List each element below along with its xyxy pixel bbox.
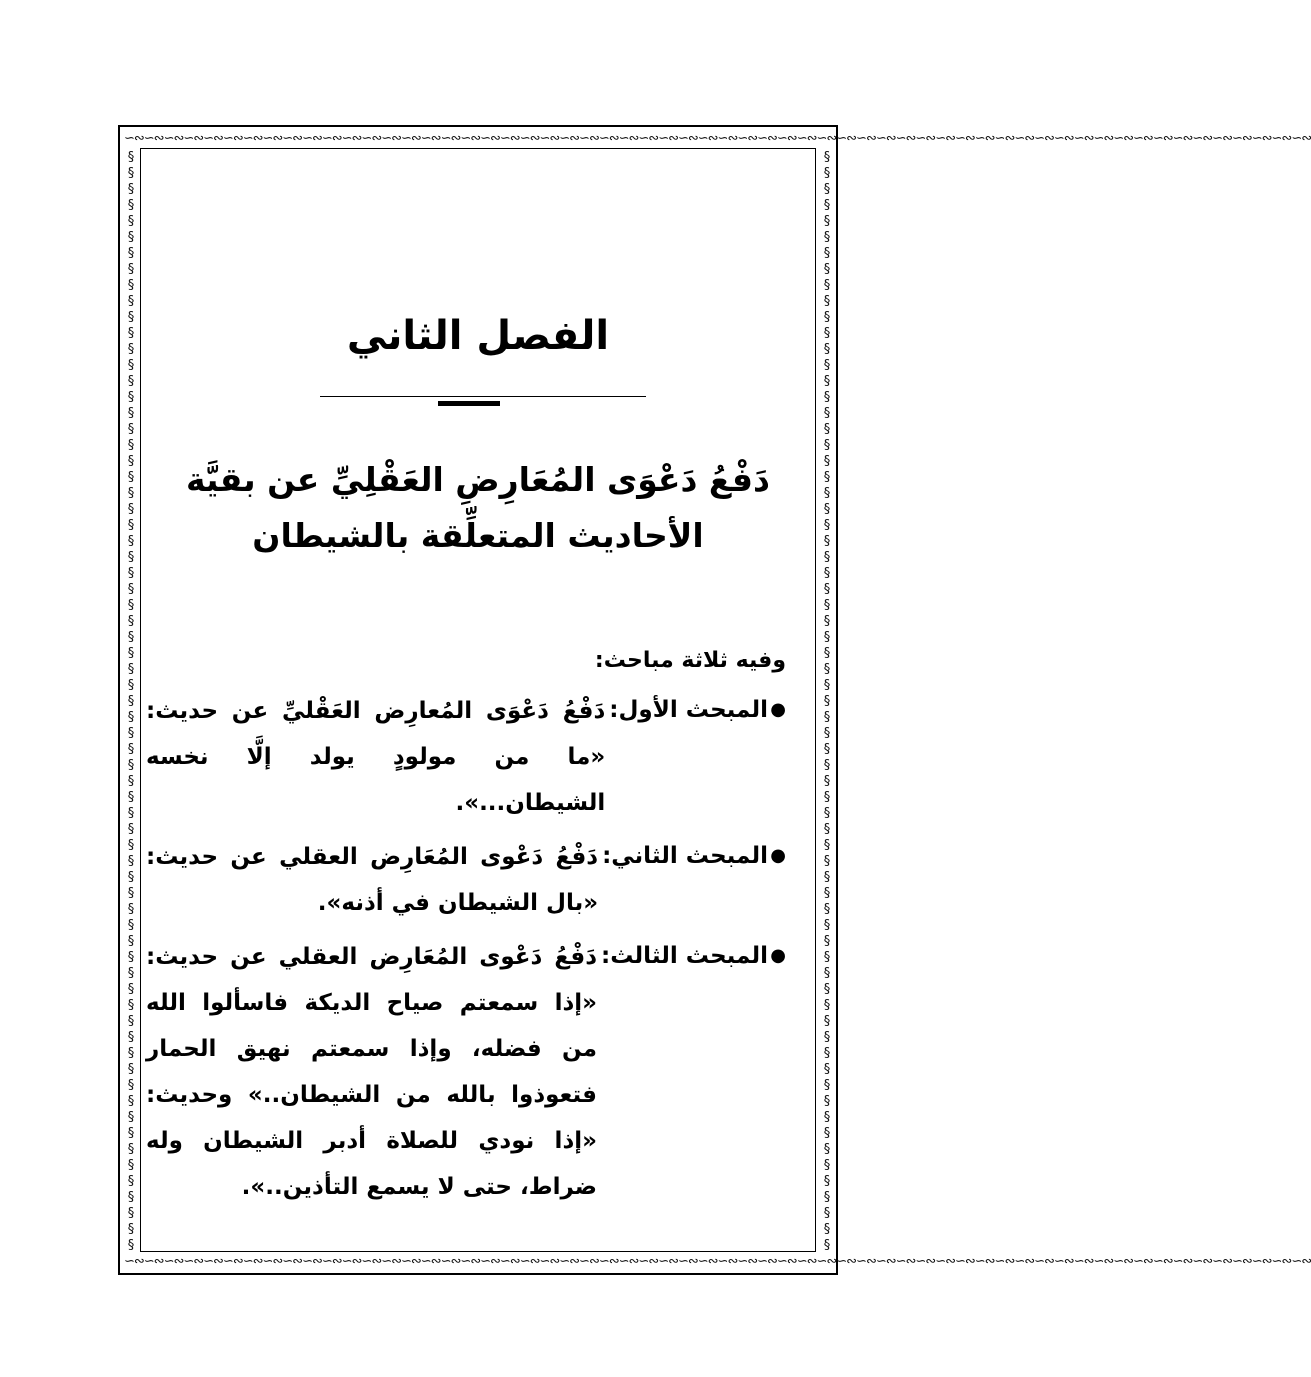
ornament-glyph: §: [127, 1014, 135, 1029]
ornament-glyph: §: [127, 166, 135, 181]
ornament-glyph: §: [823, 1126, 831, 1141]
ornament-glyph: §: [823, 1014, 831, 1029]
page-content: [146, 150, 806, 1246]
ornament-glyph: §: [127, 1078, 135, 1093]
ornament-glyph: §: [823, 854, 831, 869]
chapter-subtitle: [150, 452, 806, 564]
ornament-glyph: §: [823, 966, 831, 981]
ornament-glyph: §: [823, 454, 831, 469]
ornament-glyph: §: [823, 726, 831, 741]
ornament-glyph: §: [823, 358, 831, 373]
ornament-glyph: §: [127, 150, 135, 165]
ornament-glyph: §: [127, 678, 135, 693]
ornament-glyph: §: [823, 614, 831, 629]
ornament-glyph: §: [127, 358, 135, 373]
ornament-glyph: §: [823, 678, 831, 693]
ornament-glyph: §: [823, 198, 831, 213]
ornament-glyph: §: [823, 982, 831, 997]
ornament-glyph: §: [127, 854, 135, 869]
ornament-glyph: §: [823, 934, 831, 949]
ornament-glyph: §: [823, 1206, 831, 1221]
ornament-glyph: §: [823, 406, 831, 421]
sections-intro: وفيه ثلاثة مباحث:: [594, 648, 786, 673]
ornament-glyph: §: [127, 486, 135, 501]
ornament-glyph: §: [823, 518, 831, 533]
ornament-glyph: §: [127, 406, 135, 421]
ornament-glyph: §: [127, 422, 135, 437]
ornamental-border-left: [122, 150, 140, 1253]
ornament-glyph: §: [823, 774, 831, 789]
title-divider-thin: [320, 396, 646, 397]
title-divider-thick: [438, 401, 500, 406]
ornament-glyph: §: [127, 838, 135, 853]
ornament-glyph: §: [127, 614, 135, 629]
ornament-glyph: §: [823, 1078, 831, 1093]
ornament-glyph: §: [823, 598, 831, 613]
ornament-glyph: §: [823, 870, 831, 885]
ornament-glyph: §: [823, 182, 831, 197]
ornament-glyph: §: [127, 1094, 135, 1109]
ornament-glyph: §: [823, 390, 831, 405]
ornament-glyph: §: [823, 1174, 831, 1189]
ornament-glyph: §: [823, 374, 831, 389]
ornament-glyph: §: [127, 694, 135, 709]
ornament-glyph: §: [823, 486, 831, 501]
ornament-glyph: §: [823, 1030, 831, 1045]
ornament-glyph: §: [823, 1158, 831, 1173]
section-text: دَفْعُ دَعْوى المُعَارِض العقلي عن حديث: «إذا سمعتم صياح الديكة فاسألوا الله من فضله، وإذا سمعتم نهيق الحمار فتعوذوا بالله من الشيطان..» وحديث: «إذا نودي للصلاة أدبر الشيطان وله ضراط، حتى لا يسمع التأذين..».: [146, 944, 597, 1200]
ornament-glyph: §: [127, 966, 135, 981]
ornament-glyph: §: [823, 150, 831, 165]
ornament-glyph: §: [823, 230, 831, 245]
ornament-glyph: §: [127, 1030, 135, 1045]
ornament-glyph: §: [127, 342, 135, 357]
ornament-glyph: §: [127, 294, 135, 309]
ornament-glyph: §: [823, 1094, 831, 1109]
ornament-glyph: §: [127, 246, 135, 261]
ornament-glyph: §: [127, 1206, 135, 1221]
ornament-glyph: §: [127, 598, 135, 613]
ornament-glyph: §: [823, 758, 831, 773]
ornament-glyph: §: [127, 646, 135, 661]
section-item: [146, 834, 786, 926]
section-label: المبحث الثاني:: [602, 843, 768, 869]
ornament-glyph: §: [127, 726, 135, 741]
ornament-glyph: §: [823, 1142, 831, 1157]
ornament-glyph: §: [127, 1046, 135, 1061]
ornament-glyph: §: [823, 1046, 831, 1061]
ornament-glyph: §: [127, 822, 135, 837]
ornament-glyph: §: [823, 806, 831, 821]
ornament-glyph: §: [127, 982, 135, 997]
section-item: [146, 934, 786, 1210]
ornament-glyph: §: [127, 902, 135, 917]
ornament-glyph: §: [127, 758, 135, 773]
ornament-glyph: §: [127, 662, 135, 677]
ornament-glyph: §: [823, 310, 831, 325]
ornament-glyph: §: [823, 566, 831, 581]
ornament-glyph: §: [127, 326, 135, 341]
ornament-glyph: §: [127, 502, 135, 517]
ornament-glyph: §: [127, 886, 135, 901]
ornament-glyph: §: [823, 550, 831, 565]
ornament-glyph: §: [127, 278, 135, 293]
bullet-icon: ●: [770, 845, 786, 866]
ornament-glyph: §: [127, 998, 135, 1013]
ornament-glyph: §: [823, 214, 831, 229]
ornament-glyph: §: [823, 166, 831, 181]
ornament-glyph: §: [127, 262, 135, 277]
chapter-title: الفصل الثاني: [346, 313, 610, 359]
ornament-glyph: §: [823, 1110, 831, 1125]
ornament-glyph: §: [127, 934, 135, 949]
ornament-glyph: §: [127, 198, 135, 213]
ornament-glyph: §: [127, 1142, 135, 1157]
bullet-icon: ●: [770, 945, 786, 966]
ornament-glyph: §: [823, 438, 831, 453]
ornament-glyph: §: [127, 1174, 135, 1189]
ornament-glyph: §: [127, 374, 135, 389]
section-text: دَفْعُ دَعْوى المُعَارِض العقلي عن حديث: «بال الشيطان في أذنه».: [146, 844, 599, 916]
ornament-glyph: §: [823, 534, 831, 549]
ornament-glyph: §: [823, 918, 831, 933]
ornament-glyph: §: [823, 422, 831, 437]
ornament-glyph: §: [127, 534, 135, 549]
ornament-glyph: §: [127, 438, 135, 453]
ornament-glyph: §: [127, 1062, 135, 1077]
ornament-glyph: §: [127, 742, 135, 757]
ornament-glyph: §: [823, 326, 831, 341]
ornament-glyph: §: [823, 886, 831, 901]
ornament-glyph: §: [823, 662, 831, 677]
ornament-glyph: §: [127, 566, 135, 581]
ornament-glyph: §: [127, 1110, 135, 1125]
ornament-glyph: §: [127, 550, 135, 565]
ornament-glyph: §: [127, 918, 135, 933]
ornament-glyph: §: [823, 822, 831, 837]
ornament-glyph: §: [127, 214, 135, 229]
ornament-glyph: §: [127, 390, 135, 405]
ornament-glyph: §: [127, 470, 135, 485]
subtitle-line-1: دَفْعُ دَعْوَى المُعَارِضِ العَقْلِيِّ عن بقيَّة: [186, 460, 770, 499]
ornament-glyph: §: [127, 1126, 135, 1141]
ornament-glyph: §: [127, 182, 135, 197]
ornament-glyph: §: [823, 470, 831, 485]
ornament-glyph: §: [127, 310, 135, 325]
ornament-glyph: §: [823, 790, 831, 805]
ornamental-border-bottom: ∽∾∽∾∽∾∽∾∽∾∽∾∽∾∽∾∽∾∽∾∽∾∽∾∽∾∽∾∽∾∽∾∽∾∽∾∽∾∽∾∽∾∽∾∽∾∽∾∽∾∽∾∽∾∽∾∽∾∽∾∽∾∽∾∽∾∽∾∽∾∽∾∽∾∽∾∽∾∽∾∽∾∽∾∽∾∽∾∽∾∽∾∽∾∽∾∽∾∽∾∽∾∽∾∽∾∽∾∽∾∽∾∽∾∽∾∽∾∽∾: [124, 1254, 1311, 1269]
ornament-glyph: §: [127, 710, 135, 725]
ornament-glyph: §: [823, 246, 831, 261]
ornament-glyph: §: [127, 806, 135, 821]
ornament-glyph: §: [823, 1238, 831, 1253]
subtitle-line-2: الأحاديث المتعلِّقة بالشيطان: [252, 516, 704, 555]
ornament-glyph: §: [823, 710, 831, 725]
ornament-glyph: §: [127, 790, 135, 805]
ornament-glyph: §: [127, 518, 135, 533]
ornament-glyph: §: [127, 1222, 135, 1237]
ornament-glyph: §: [823, 742, 831, 757]
ornament-glyph: §: [823, 694, 831, 709]
ornament-glyph: §: [127, 230, 135, 245]
bullet-icon: ●: [770, 699, 786, 720]
section-label: المبحث الثالث:: [601, 943, 768, 969]
ornament-glyph: §: [823, 646, 831, 661]
ornament-glyph: §: [127, 582, 135, 597]
ornament-glyph: §: [127, 1190, 135, 1205]
section-list: [146, 688, 786, 1218]
ornament-glyph: §: [127, 630, 135, 645]
ornament-glyph: §: [823, 294, 831, 309]
ornament-glyph: §: [823, 262, 831, 277]
ornament-glyph: §: [823, 1190, 831, 1205]
ornamental-border-right: [818, 150, 836, 1253]
ornament-glyph: §: [127, 774, 135, 789]
ornament-glyph: §: [127, 1158, 135, 1173]
section-label: المبحث الأول:: [609, 697, 768, 723]
ornament-glyph: §: [823, 502, 831, 517]
section-text: دَفْعُ دَعْوَى المُعارِض العَقْليِّ عن حديث: «ما من مولودٍ يولد إلَّا نخسه الشيطان...».: [146, 698, 606, 816]
ornament-glyph: §: [127, 950, 135, 965]
ornament-glyph: §: [127, 1238, 135, 1253]
ornament-glyph: §: [823, 630, 831, 645]
ornament-glyph: §: [823, 838, 831, 853]
ornament-glyph: §: [823, 950, 831, 965]
ornament-glyph: §: [823, 1222, 831, 1237]
section-item: [146, 688, 786, 826]
ornament-glyph: §: [823, 342, 831, 357]
ornament-glyph: §: [823, 1062, 831, 1077]
ornament-glyph: §: [127, 870, 135, 885]
ornament-glyph: §: [127, 454, 135, 469]
ornament-glyph: §: [823, 582, 831, 597]
ornament-glyph: §: [823, 998, 831, 1013]
ornament-glyph: §: [823, 902, 831, 917]
ornamental-border-top: ∽∾∽∾∽∾∽∾∽∾∽∾∽∾∽∾∽∾∽∾∽∾∽∾∽∾∽∾∽∾∽∾∽∾∽∾∽∾∽∾∽∾∽∾∽∾∽∾∽∾∽∾∽∾∽∾∽∾∽∾∽∾∽∾∽∾∽∾∽∾∽∾∽∾∽∾∽∾∽∾∽∾∽∾∽∾∽∾∽∾∽∾∽∾∽∾∽∾∽∾∽∾∽∾∽∾∽∾∽∾∽∾∽∾∽∾∽∾∽∾: [124, 131, 1311, 146]
ornament-glyph: §: [823, 278, 831, 293]
